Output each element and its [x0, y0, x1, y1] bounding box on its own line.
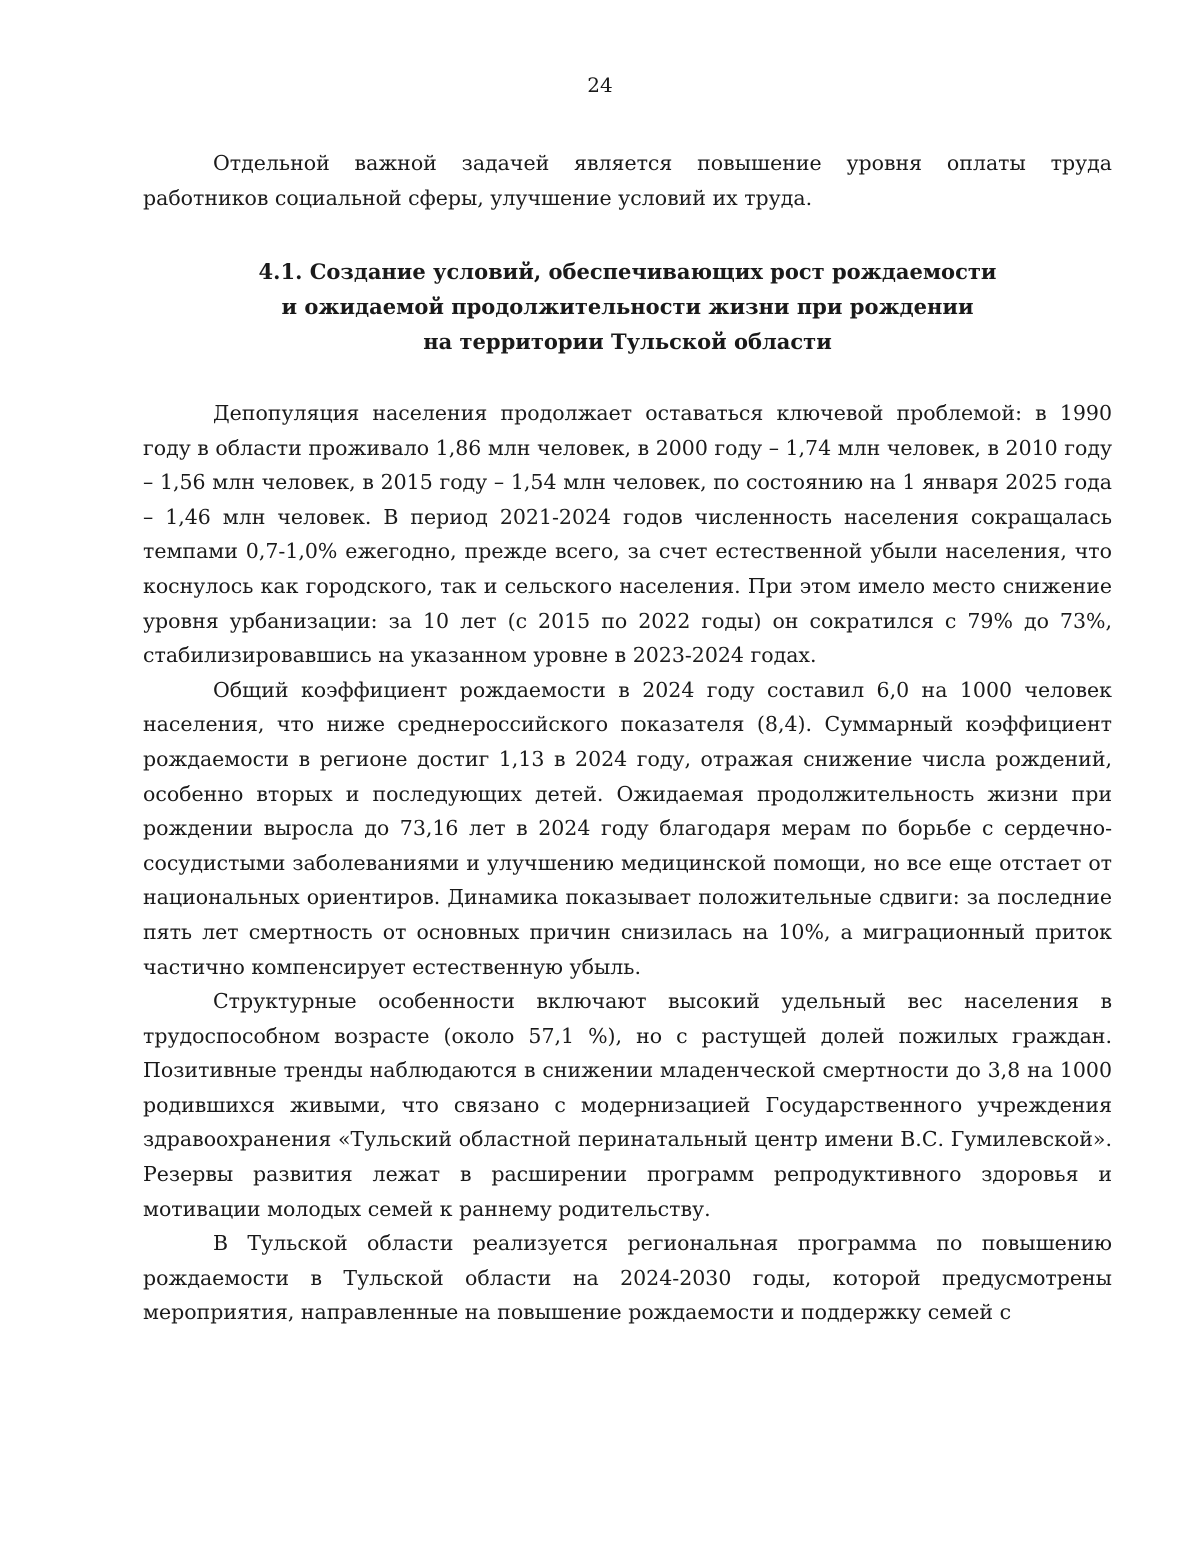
section-heading-line: на территории Тульской области [423, 329, 832, 354]
paragraph-depopulation: Депопуляция населения продолжает оставаться ключевой проблемой: в 1990 году в области проживало 1,86 млн человек, в 2000 году – 1,74 млн человек, в 2010 году – 1,56 млн человек, в 2015 году – 1,54 млн человек, по состоянию на 1 января 2025 года – 1,46 млн человек. В период 2021-2024 годов численность населения сокращалась темпами 0,7-1,0% ежегодно, прежде всего, за счет естественной убыли населения, что коснулось как городского, так и сельского населения. При этом имело место снижение уровня урбанизации: за 10 лет (с 2015 по 2022 годы) он сократился с 79% до 73%, стабилизировавшись на указанном уровне в 2023-2024 годах. [143, 401, 1112, 668]
section-heading [143, 254, 1112, 359]
paragraph-structure: Структурные особенности включают высокий удельный вес населения в трудоспособном возрасте (около 57,1 %), но с растущей долей пожилых граждан. Позитивные тренды наблюдаются в снижении младенческой смертности до 3,8 на 1000 родившихся живыми, что связано с модернизацией Государственного учреждения здравоохранения «Тульский областной перинатальный центр имени В.С. Гумилевской». Резервы развития лежат в расширении программ репродуктивного здоровья и мотивации молодых семей к раннему родительству. [143, 989, 1112, 1221]
section-body [143, 396, 1112, 1330]
intro-text [143, 146, 1112, 215]
page-number: 24 [587, 73, 613, 97]
section-heading-line: 4.1. Создание условий, обеспечивающих рост рождаемости [258, 259, 997, 284]
section-heading-line: и ожидаемой продолжительности жизни при рождении [281, 294, 974, 319]
intro-paragraph: Отдельной важной задачей является повышение уровня оплаты труда работников социальной сферы, улучшение условий их труда. [143, 151, 1112, 210]
paragraph-birth-rate: Общий коэффициент рождаемости в 2024 году составил 6,0 на 1000 человек населения, что ниже среднероссийского показателя (8,4). Суммарный коэффициент рождаемости в регионе достиг 1,13 в 2024 году, отражая снижение числа рождений, особенно вторых и последующих детей. Ожидаемая продолжительность жизни при рождении выросла до 73,16 лет в 2024 году благодаря мерам по борьбе с сердечно-сосудистыми заболеваниями и улучшению медицинской помощи, но все еще отстает от национальных ориентиров. Динамика показывает положительные сдвиги: за последние пять лет смертность от основных причин снизилась на 10%, а миграционный приток частично компенсирует естественную убыль. [143, 677, 1112, 979]
paragraph-regional-program: В Тульской области реализуется региональная программа по повышению рождаемости в Тульской области на 2024-2030 годы, которой предусмотрены мероприятия, направленные на повышение рождаемости и поддержку семей с [143, 1231, 1112, 1325]
